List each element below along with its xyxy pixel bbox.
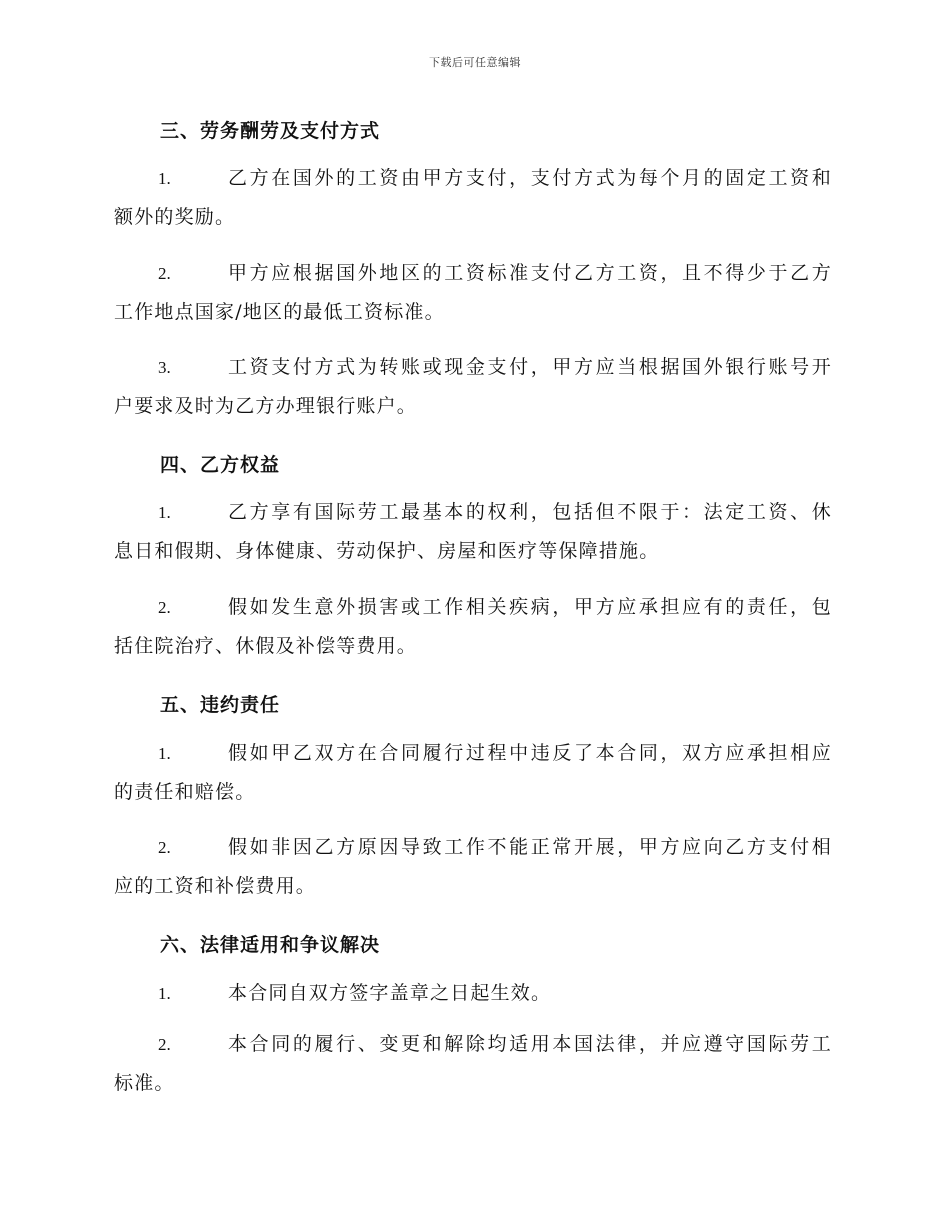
section-heading-rights: 四、乙方权益 bbox=[160, 454, 281, 476]
clause-line-1 bbox=[114, 159, 832, 198]
section-heading-law: 六、法律适用和争议解决 bbox=[160, 934, 381, 956]
clause-3-3 bbox=[114, 348, 832, 426]
clause-text: 工资支付方式为转账或现金支付，甲方应当根据国外银行账号开 bbox=[228, 356, 832, 378]
clause-number: 2. bbox=[158, 1035, 171, 1054]
section-heading-payment: 三、劳务酬劳及支付方式 bbox=[160, 120, 381, 142]
clause-line-2: 工作地点国家/地区的最低工资标准。 bbox=[114, 301, 445, 323]
clause-line-2: 括住院治疗、休假及补偿等费用。 bbox=[114, 635, 418, 657]
clause-number: 2. bbox=[158, 838, 171, 857]
clause-line-1 bbox=[114, 828, 832, 867]
clause-text: 本合同的履行、变更和解除均适用本国法律，并应遵守国际劳工 bbox=[228, 1033, 832, 1055]
clause-number: 2. bbox=[158, 598, 171, 617]
clause-3-1 bbox=[114, 159, 832, 237]
clause-number: 1. bbox=[158, 503, 171, 522]
section-heading-liability: 五、违约责任 bbox=[160, 694, 281, 716]
clause-text: 假如甲乙双方在合同履行过程中违反了本合同，双方应承担相应 bbox=[228, 742, 832, 764]
clause-line-2: 标准。 bbox=[114, 1072, 175, 1094]
clause-line-1 bbox=[114, 254, 832, 293]
clause-3-2 bbox=[114, 254, 832, 332]
clause-6-2 bbox=[114, 1025, 832, 1103]
clause-line-2: 户要求及时为乙方办理银行账户。 bbox=[114, 395, 418, 417]
clause-line-1 bbox=[114, 493, 832, 532]
clause-5-1 bbox=[114, 734, 832, 812]
clause-line-2: 额外的奖励。 bbox=[114, 206, 236, 228]
clause-line-2: 息日和假期、身体健康、劳动保护、房屋和医疗等保障措施。 bbox=[114, 540, 660, 562]
clause-line-1 bbox=[114, 588, 832, 627]
clause-text: 假如非因乙方原因导致工作不能正常开展，甲方应向乙方支付相 bbox=[228, 836, 832, 858]
clause-4-1 bbox=[114, 493, 832, 571]
clause-line-2: 应的工资和补偿费用。 bbox=[114, 875, 317, 897]
clause-number: 1. bbox=[158, 984, 171, 1003]
clause-text: 假如发生意外损害或工作相关疾病，甲方应承担应有的责任，包 bbox=[228, 596, 832, 618]
clause-6-1 bbox=[114, 974, 832, 1013]
clause-4-2 bbox=[114, 588, 832, 666]
clause-text: 乙方在国外的工资由甲方支付，支付方式为每个月的固定工资和 bbox=[228, 167, 832, 189]
clause-5-2 bbox=[114, 828, 832, 906]
clause-line-2: 的责任和赔偿。 bbox=[114, 781, 256, 803]
clause-number: 3. bbox=[158, 358, 171, 377]
clause-line-1 bbox=[114, 348, 832, 387]
clause-line-1 bbox=[114, 974, 832, 1013]
clause-text: 甲方应根据国外地区的工资标准支付乙方工资，且不得少于乙方 bbox=[228, 262, 832, 284]
page-header: 下载后可任意编辑 bbox=[429, 56, 521, 69]
clause-number: 1. bbox=[158, 169, 171, 188]
clause-number: 2. bbox=[158, 264, 171, 283]
clause-line-1 bbox=[114, 734, 832, 773]
clause-text: 乙方享有国际劳工最基本的权利，包括但不限于：法定工资、休 bbox=[228, 501, 832, 523]
clause-text: 本合同自双方签字盖章之日起生效。 bbox=[228, 982, 552, 1004]
clause-number: 1. bbox=[158, 744, 171, 763]
clause-line-1 bbox=[114, 1025, 832, 1064]
